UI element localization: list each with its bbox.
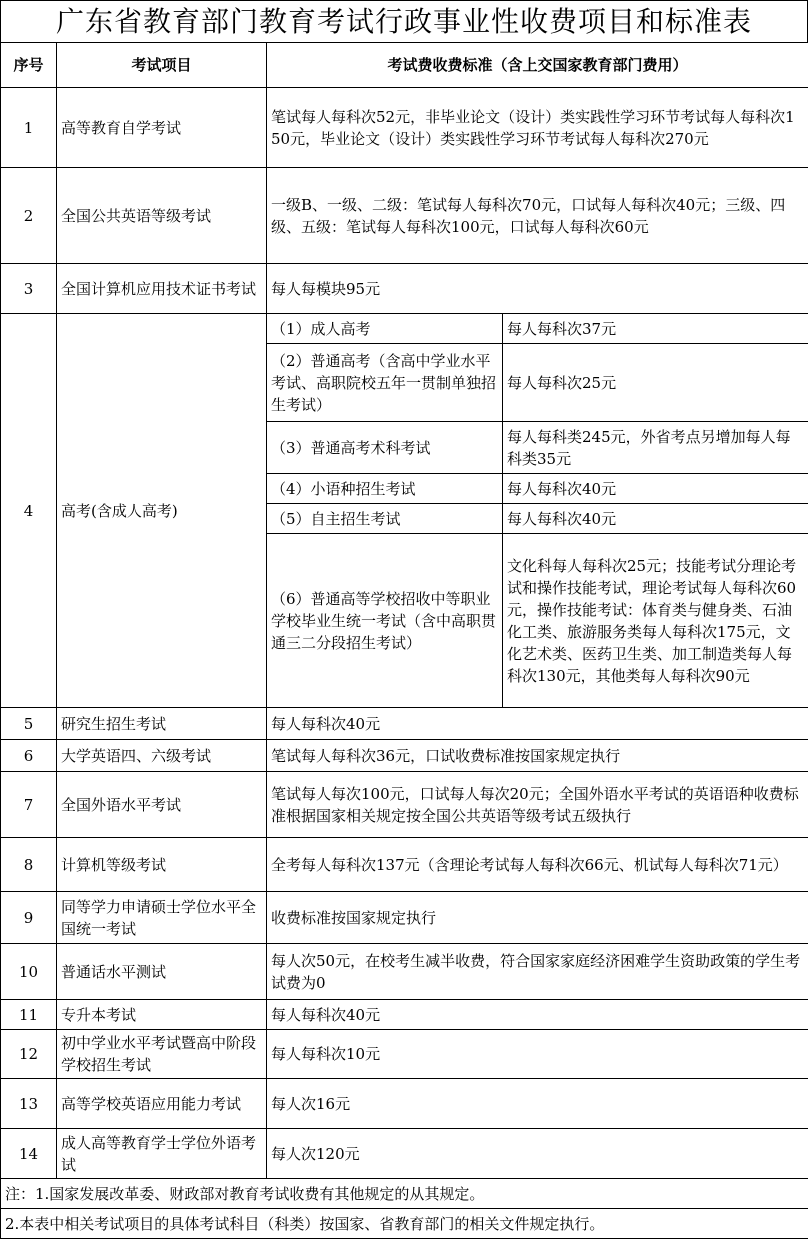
notes-row	[1, 1179, 808, 1209]
table-row	[1, 944, 808, 1000]
exam-item: 专升本考试	[57, 1000, 267, 1030]
fee-standard: 每人每模块95元	[267, 264, 808, 314]
table-row	[1, 740, 808, 772]
exam-item: 初中学业水平考试暨高中阶段学校招生考试	[57, 1030, 267, 1079]
fee-standard: 一级B、一级、二级：笔试每人每科次70元，口试每人每科次40元；三级、四级、五级：笔试每人每科次100元，口试每人每科次60元	[267, 168, 808, 264]
fee-standard: 每人每科次10元	[267, 1030, 808, 1079]
fee-standard: 每人次120元	[267, 1129, 808, 1179]
table-row	[1, 708, 808, 740]
row-number: 7	[1, 772, 57, 838]
sub-exam-item: （6）普通高等学校招收中等职业学校毕业生统一考试（含中高职贯通三二分段招生考试）	[267, 534, 503, 708]
fee-standard: 每人次50元，在校考生减半收费，符合国家家庭经济困难学生资助政策的学生考试费为0	[267, 944, 808, 1000]
header-item: 考试项目	[57, 43, 267, 88]
header-row	[1, 43, 808, 88]
table-row	[1, 1129, 808, 1179]
exam-item: 同等学力申请硕士学位水平全国统一考试	[57, 892, 267, 944]
sub-exam-item: （1）成人高考	[267, 314, 503, 344]
sub-exam-item: （4）小语种招生考试	[267, 474, 503, 504]
footnote-2: 2.本表中相关考试项目的具体考试科目（科类）按国家、省教育部门的相关文件规定执行。	[1, 1209, 808, 1239]
table-row	[1, 892, 808, 944]
sub-fee-standard: 每人每科次25元	[503, 344, 808, 422]
table-row	[1, 264, 808, 314]
table-row	[1, 314, 808, 344]
notes-row	[1, 1209, 808, 1239]
exam-item: 高考(含成人高考)	[57, 314, 267, 708]
sub-fee-standard: 每人每科次40元	[503, 504, 808, 534]
sub-fee-standard: 文化科每人每科次25元；技能考试分理论考试和操作技能考试，理论考试每人每科次60元，操作技能考试：体育类与健身类、石油化工类、旅游服务类每人每科次175元，文化艺术类、医药卫生类、加工制造类每人每科次130元，其他类每人每科次90元	[503, 534, 808, 708]
exam-item: 高等教育自学考试	[57, 88, 267, 168]
table-row	[1, 772, 808, 838]
row-number: 6	[1, 740, 57, 772]
exam-item: 高等学校英语应用能力考试	[57, 1079, 267, 1129]
table-row	[1, 1000, 808, 1030]
exam-item: 大学英语四、六级考试	[57, 740, 267, 772]
sub-exam-item: （3）普通高考术科考试	[267, 422, 503, 474]
fee-standard: 每人每科次40元	[267, 1000, 808, 1030]
exam-item: 成人高等教育学士学位外语考试	[57, 1129, 267, 1179]
sub-exam-item: （5）自主招生考试	[267, 504, 503, 534]
table-row	[1, 168, 808, 264]
table-row	[1, 1079, 808, 1129]
sub-fee-standard: 每人每科次37元	[503, 314, 808, 344]
sub-exam-item: （2）普通高考（含高中学业水平考试、高职院校五年一贯制单独招生考试）	[267, 344, 503, 422]
header-no: 序号	[1, 43, 57, 88]
fee-standard: 笔试每人每科次52元，非毕业论文（设计）类实践性学习环节考试每人每科次150元，毕业论文（设计）类实践性学习环节考试每人每科次270元	[267, 88, 808, 168]
exam-item: 普通话水平测试	[57, 944, 267, 1000]
table-row	[1, 838, 808, 892]
row-number: 1	[1, 88, 57, 168]
fee-table	[0, 42, 808, 1239]
row-number: 2	[1, 168, 57, 264]
fee-standard: 每人每科次40元	[267, 708, 808, 740]
fee-standard: 全考每人每科次137元（含理论考试每人每科次66元、机试每人每科次71元）	[267, 838, 808, 892]
fee-standard: 收费标准按国家规定执行	[267, 892, 808, 944]
table-row	[1, 1030, 808, 1079]
row-number: 11	[1, 1000, 57, 1030]
row-number: 5	[1, 708, 57, 740]
sub-fee-standard: 每人每科类245元，外省考点另增加每人每科类35元	[503, 422, 808, 474]
table-row	[1, 88, 808, 168]
exam-item: 计算机等级考试	[57, 838, 267, 892]
exam-item: 全国外语水平考试	[57, 772, 267, 838]
row-number: 13	[1, 1079, 57, 1129]
row-number: 8	[1, 838, 57, 892]
fee-standard: 笔试每人每次100元，口试每人每次20元；全国外语水平考试的英语语种收费标准根据国家相关规定按全国公共英语等级考试五级执行	[267, 772, 808, 838]
fee-standard: 每人次16元	[267, 1079, 808, 1129]
exam-item: 全国计算机应用技术证书考试	[57, 264, 267, 314]
sub-fee-standard: 每人每科次40元	[503, 474, 808, 504]
exam-item: 研究生招生考试	[57, 708, 267, 740]
document-title: 广东省教育部门教育考试行政事业性收费项目和标准表	[0, 0, 808, 42]
row-number: 4	[1, 314, 57, 708]
row-number: 10	[1, 944, 57, 1000]
header-fee: 考试费收费标准（含上交国家教育部门费用）	[267, 43, 808, 88]
exam-item: 全国公共英语等级考试	[57, 168, 267, 264]
row-number: 9	[1, 892, 57, 944]
fee-standard: 笔试每人每科次36元，口试收费标准按国家规定执行	[267, 740, 808, 772]
row-number: 14	[1, 1129, 57, 1179]
footnote-1: 注：1.国家发展改革委、财政部对教育考试收费有其他规定的从其规定。	[1, 1179, 808, 1209]
row-number: 3	[1, 264, 57, 314]
row-number: 12	[1, 1030, 57, 1079]
